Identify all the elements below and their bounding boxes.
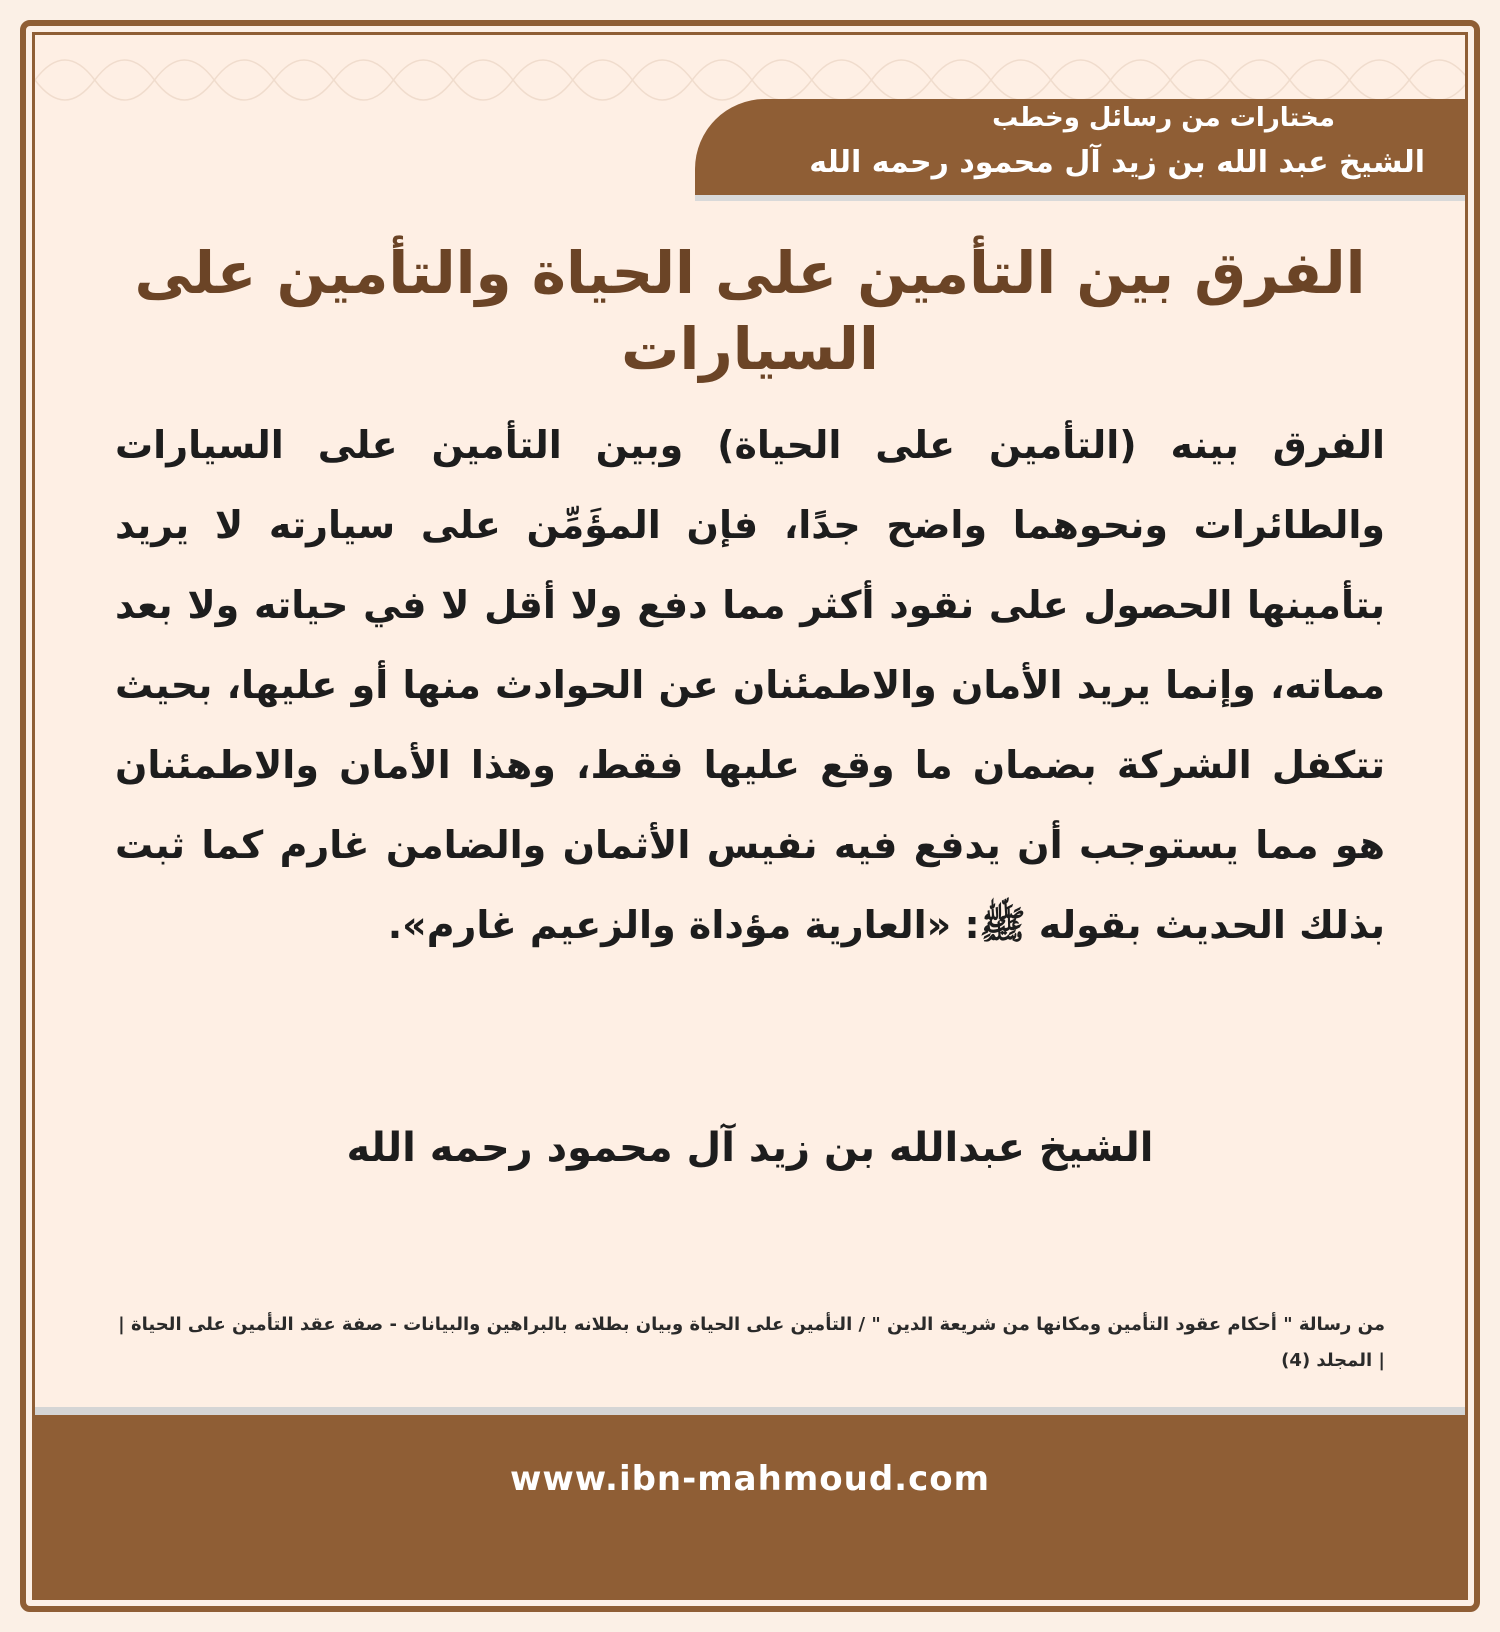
source-citation: من رسالة " أحكام عقود التأمين ومكانها من شريعة الدين " / التأمين على الحياة وبيان بطلانه بالبراهين والبيانات - صفة عقد التأمين على الحياة | | المجلد (4) [118,1314,1385,1371]
body-paragraph: الفرق بينه (التأمين على الحياة) وبين التأمين على السيارات والطائرات ونحوهما واضح جدًا، فإن المؤَمِّن على سيارته لا يريد بتأمينها الحصول على نقود أكثر مما دفع ولا أقل لا في حياته ولا بعد مماته، وإنما يريد الأمان والاطمئنان عن الحوادث منها أو عليها، بحيث تتكفل الشركة بضمان ما وقع عليها فقط، وهذا الأمان والاطمئنان هو مما يستوجب أن يدفع فيه نفيس الأثمان والضامن غارم كما ثبت بذلك الحديث بقوله ﷺ: «العارية مؤداة والزعيم غارم». [115,423,1385,947]
website-url: www.ibn-mahmoud.com [509,1459,991,1499]
author-signature: الشيخ عبدالله بن زيد آل محمود رحمه الله [346,1125,1154,1171]
header-series-title: مختارات من رسائل وخطب [992,103,1335,133]
header-author: الشيخ عبد الله بن زيد آل محمود رحمه الله [809,145,1425,180]
page-title: الفرق بين التأمين على الحياة والتأمين على السيارات [134,239,1366,383]
header-banner [695,99,1465,195]
footer-bar [35,1415,1465,1600]
content-card [32,32,1468,1600]
